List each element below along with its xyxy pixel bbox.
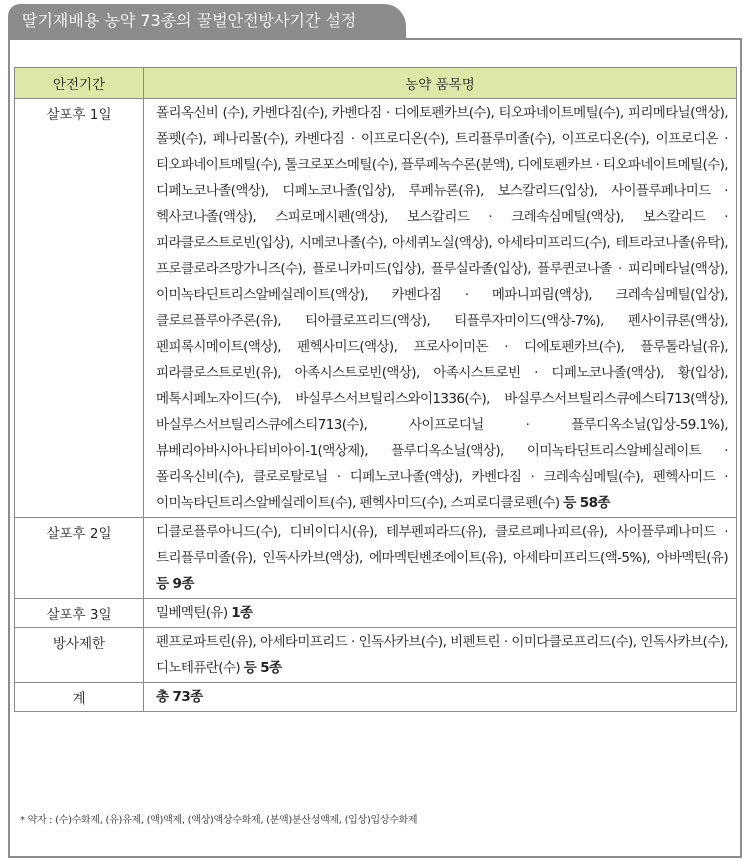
products-cell (144, 599, 737, 628)
column-header-products: 농약 품목명 (144, 68, 737, 99)
count-text: 등 58종 (563, 495, 610, 511)
count-text: 등 5종 (243, 660, 282, 676)
pesticide-table (14, 67, 737, 712)
table-row (15, 599, 737, 628)
period-cell: 계 (15, 683, 144, 712)
products-text: 폴리옥신비 (수), 카벤다짐(수), 카벤다짐 · 디에토펜카브(수), 티오파네이트메틸(수), 피리메타닐(액상), 폴펫(수), 페나리몰(수), 카벤다짐 · 이프로디온(수), 트리플루미졸(수), 이프로디온(수), 이프로디온 · 티오파네이트메틸(수), 톨크로포스메틸(수), 플루페녹수론(분액), 디에토펜카브 · 티오파네이트메틸(수), 디페노코나졸(액상), 디페노코나졸(입상), 루페뉴론(유), 보스칼리드(입상), 사이플루페나미드 · 헥사코나졸(액상), 스피로메시펜(액상), 보스칼리드 · 크레속심메틸(액상), 보스칼리드 · 피라클로스트로빈(입상), 시메코나졸(수), 아세퀴노실(액상), 아세타미프리드(수), 테트라코나졸(유탁), 프로클로라즈망가니즈(수), 플로니카미드(입상), 플루실라졸(입상), 플루퀸코나졸 · 피리메타닐(액상), 이미녹타딘트리스알베실레이트(액상), 카벤다짐 · 메파니피림(액상), 크레속심메틸(입상), 클로르플루아주론(유), 티아클로프리드(액상), 티플루자미이드(액상-7%), 펜사이큐론(액상), 펜피록시메이트(액상), 펜헥사미드(액상), 프로사이미돈 · 디에토펜카브(수), 플루톨라닐(유), 피라클로스트로빈(유), 아족시스트로빈(액상), 아족시스트로빈 · 디페노코나졸(액상), 황(입상), 메톡시페노자이드(수), 바실루스서브틸리스와이1336(수), 바실루스서브틸리스큐에스티713(액상), 바실루스서브틸리스큐에스티713(수), 사이프로디닐 · 플루디옥소닐(입상-59.1%), 뷰베리아바시아나티비아이-1(액상제), 플루디옥소닐(액상), 이미녹타딘트리스알베실레이트 · 폴리옥신비(수), 클로로탈로닐 · 디페노코나졸(액상), 카벤다짐 · 크레속심메틸(수), 펜헥사미드 · 이미녹타딘트리스알베실레이트(수), 펜헥사미드(수), 스피로디클로펜(수) (156, 105, 728, 511)
products-cell (144, 518, 737, 599)
footnote: * 약자 : (수)수화제, (유)유제, (액)액제, (액상)액상수화제, (분액)분산성액제, (입상)입상수화제 (20, 815, 418, 826)
table-row (15, 99, 737, 518)
products-text: 밀베멕틴(유) (156, 605, 228, 621)
table-row (15, 518, 737, 599)
table-row (15, 628, 737, 683)
count-text: 1종 (231, 605, 253, 621)
period-cell: 살포후 2일 (15, 518, 144, 599)
page-title: 딸기재배용 농약 73종의 꿀벌안전방사기간 설정 (8, 4, 406, 38)
column-header-period: 안전기간 (15, 68, 144, 99)
products-text: 펜프로파트린(유), 아세타미프리드 · 인독사카브(수), 비펜트린 · 이미다클로프리드(수), 인독사카브(수), 디노테퓨란(수) (156, 634, 728, 676)
products-cell (144, 628, 737, 683)
count-text: 등 9종 (156, 576, 194, 592)
period-cell: 방사제한 (15, 628, 144, 683)
products-cell (144, 99, 737, 518)
total-count-text: 총 73종 (156, 689, 203, 705)
table-frame (8, 38, 742, 858)
table-row-total (15, 683, 737, 712)
products-cell (144, 683, 737, 712)
table-header-row (15, 68, 737, 99)
period-cell: 살포후 3일 (15, 599, 144, 628)
products-text: 디클로플루아니드(수), 디비이디시(유), 테부펜피라드(유), 클로르페나피르(유), 사이플루페나미드 · 트리플루미졸(유), 인독사카브(액상), 에마멕틴벤조에이트(유), 아세타미프리드(액-5%), 아바멕틴(유) (156, 524, 728, 566)
period-cell: 살포후 1일 (15, 99, 144, 518)
